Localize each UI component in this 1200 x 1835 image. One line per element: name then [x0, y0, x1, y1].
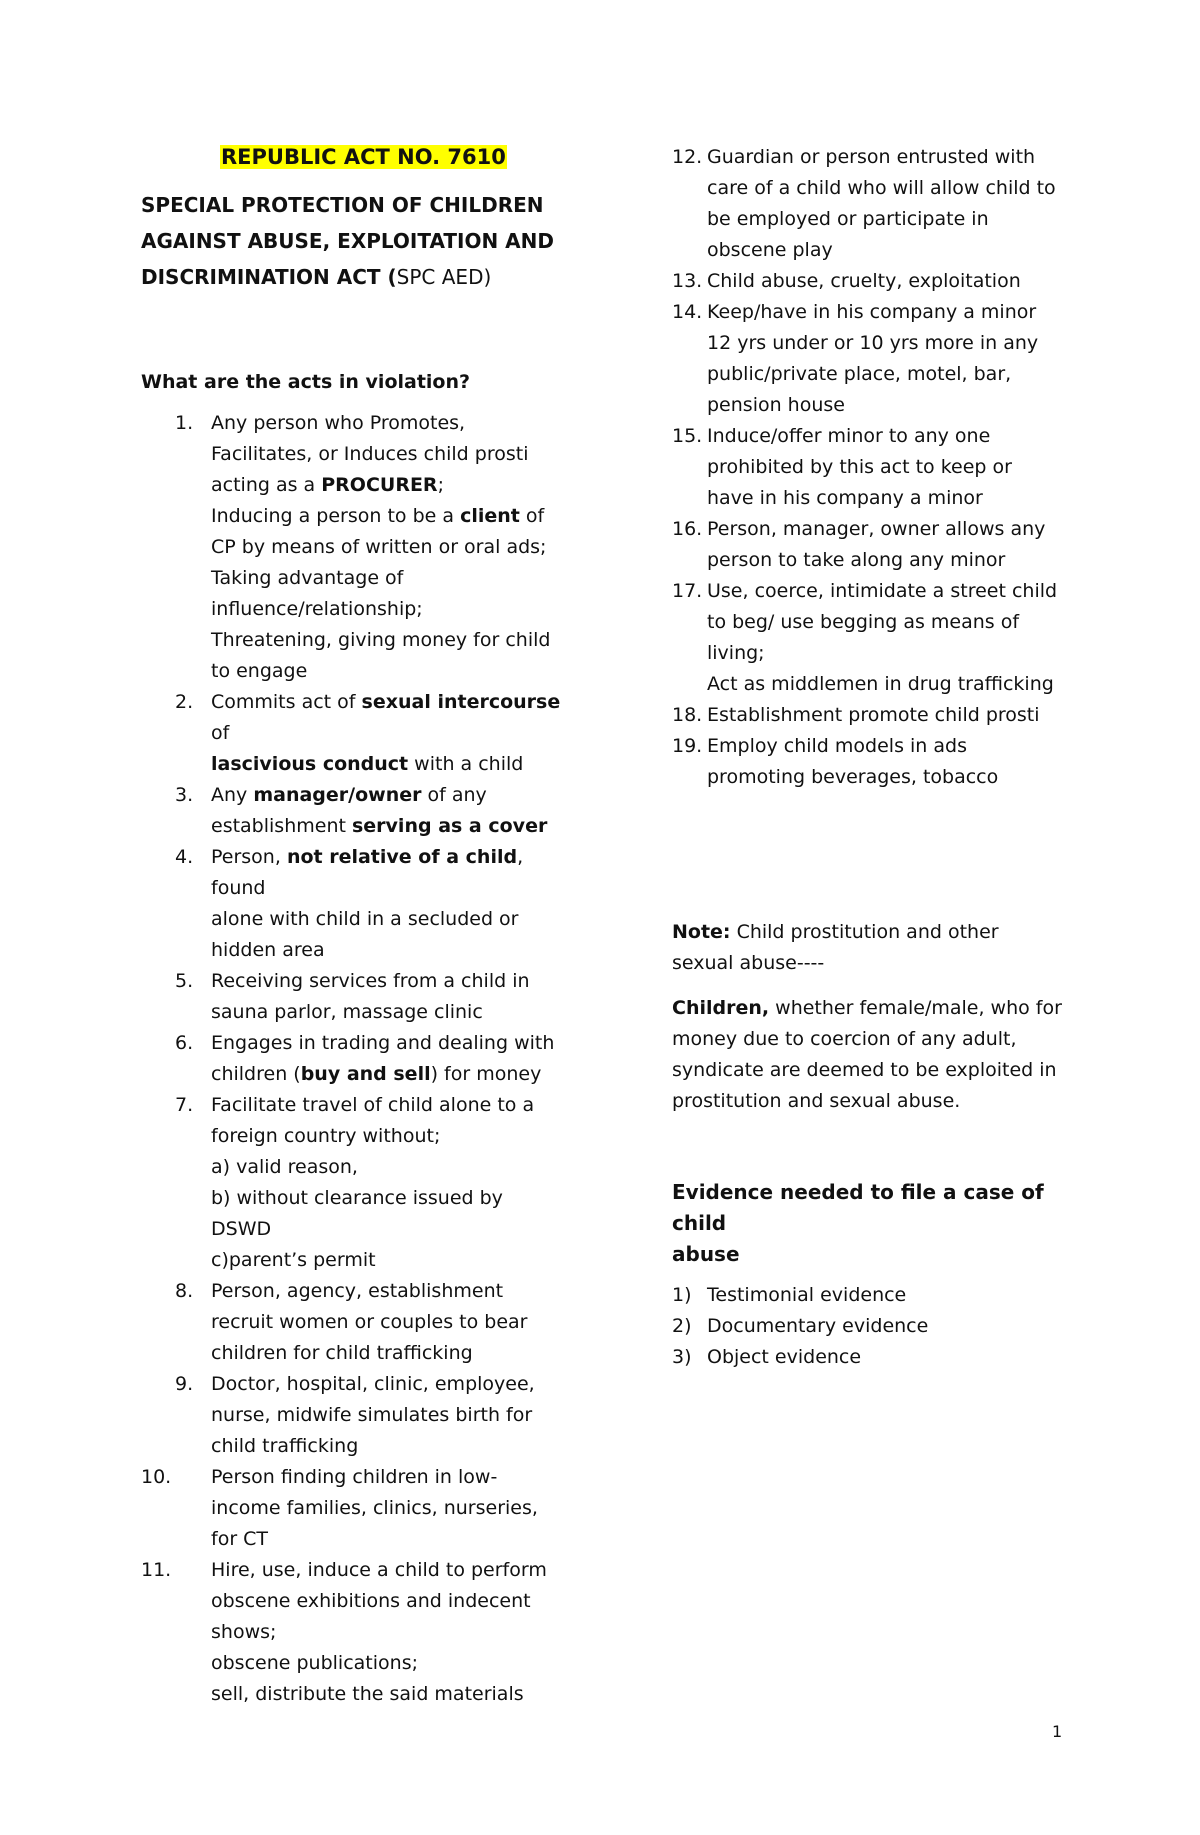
list-item: 9. Doctor, hospital, clinic, employee, nurse, midwife simulates birth for child trafficking — [175, 1373, 535, 1457]
list-item: 19. Employ child models in ads promoting beverages, tobacco — [672, 735, 999, 788]
list-item: 7. Facilitate travel of child alone to a foreign country without; a) valid reason, b) without clearance issued by DSWD c)parent’s permit — [175, 1094, 535, 1271]
page-number: 1 — [1052, 1722, 1063, 1741]
list-item: 3. Any manager/owner of any establishment serving as a cover — [175, 784, 548, 837]
heading-line: SPECIAL PROTECTION OF CHILDREN — [141, 193, 544, 217]
acts-list-right — [672, 142, 1072, 793]
list-item: 12. Guardian or person entrusted with care of a child who will allow child to be employed or participate in obscene play — [672, 146, 1056, 261]
list-item: 2) Documentary evidence — [672, 1315, 929, 1337]
highlighted-title: REPUBLIC ACT NO. 7610 — [221, 145, 506, 169]
list-item: 17. Use, coerce, intimidate a street child to beg/ use begging as means of living; Act as middlemen in drug trafficking — [672, 580, 1058, 695]
list-item: 1) Testimonial evidence — [672, 1284, 907, 1306]
right-column — [672, 142, 1072, 1373]
children-paragraph: Children, whether female/male, who for money due to coercion of any adult, syndicate are deemed to be exploited in prostitution and sexual abuse. — [672, 997, 1062, 1112]
list-item: 6. Engages in trading and dealing with children (buy and sell) for money — [175, 1032, 555, 1085]
list-item: 10. Person finding children in low- income families, clinics, nurseries, for CT — [141, 1466, 538, 1550]
list-item: 14. Keep/have in his company a minor 12 yrs under or 10 yrs more in any public/private place, motel, bar, pension house — [672, 301, 1039, 416]
list-item: 13. Child abuse, cruelty, exploitation — [672, 270, 1021, 292]
list-item: 18. Establishment promote child prosti — [672, 704, 1040, 726]
act-heading — [141, 187, 581, 295]
list-item: 11. Hire, use, induce a child to perform obscene exhibitions and indecent shows; obscene publications; sell, distribute the said materials — [141, 1559, 547, 1705]
list-item: 5. Receiving services from a child in sauna parlor, massage clinic — [175, 970, 530, 1023]
heading-line: DISCRIMINATION ACT (SPC AED) — [141, 265, 492, 289]
list-item: 1. Any person who Promotes, Facilitates, or Induces child prosti acting as a PROCURER; Inducing a person to be a client of CP by means of written or oral ads; Taking advantage of influence/relationship; Threatening, giving money for child to engage — [175, 412, 551, 682]
left-column — [141, 142, 581, 1710]
list-item: 3) Object evidence — [672, 1346, 862, 1368]
list-item: 2. Commits act of sexual intercourse of lascivious conduct with a child — [175, 691, 561, 775]
note-paragraph: Note: Child prostitution and other sexual abuse---- — [672, 921, 999, 974]
list-item: 8. Person, agency, establishment recruit women or couples to bear children for child trafficking — [175, 1280, 528, 1364]
evidence-heading: Evidence needed to file a case of child abuse — [672, 1180, 1044, 1266]
acts-list-left — [141, 408, 581, 1710]
document-title — [220, 142, 581, 173]
heading-line: AGAINST ABUSE, EXPLOITATION AND — [141, 229, 554, 253]
section-question: What are the acts in violation? — [141, 371, 471, 393]
list-item: 15. Induce/offer minor to any one prohibited by this act to keep or have in his company a minor — [672, 425, 1012, 509]
list-item: 4. Person, not relative of a child, found alone with child in a secluded or hidden area — [175, 846, 524, 961]
list-item: 16. Person, manager, owner allows any person to take along any minor — [672, 518, 1046, 571]
evidence-list — [672, 1280, 1072, 1373]
